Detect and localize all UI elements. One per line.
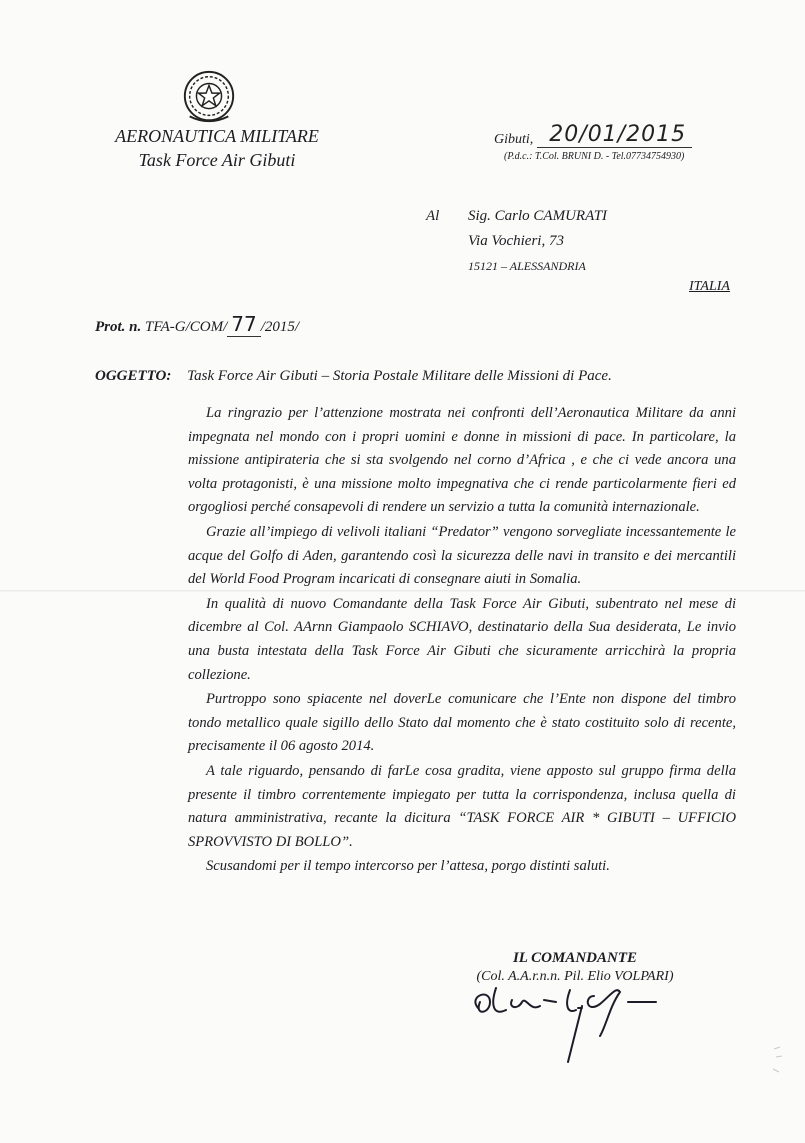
- recipient-prefix: Al: [426, 208, 440, 224]
- recipient-street: Via Vochieri, 73: [468, 233, 564, 249]
- paper-mark-icon: [770, 1045, 790, 1075]
- point-of-contact: (P.d.c.: T.Col. BRUNI D. - Tel.07734754930): [504, 151, 685, 162]
- body-paragraph: La ringrazio per l’attenzione mostrata nei confronti dell’Aeronautica Militare da anni impegnata nel mondo con i propri uomini e donne in missioni di pace. In particolare, la missione antipirateria che si sta svolgendo nel corno d’Africa , e che ci vede ancora una volta protagonisti, è una missione molto impegnativa che ci rende particolarmente fieri ed orgogliosi perché consapevoli di rendere un servizio a tutta la comunità internazionale.: [188, 405, 736, 516]
- recipient-country: ITALIA: [689, 279, 730, 294]
- body-paragraph: Purtroppo sono spiacente nel doverLe comunicare che l’Ente non dispone del timbro tondo metallico quale sigillo dello Stato dal momento che è stato costituito solo di recente, precisamente il 06 agosto 2014.: [188, 691, 736, 755]
- subject-label: OGGETTO:: [95, 368, 172, 384]
- signer-title: IL COMANDANTE: [512, 950, 638, 966]
- org-name: AERONAUTICA MILITARE: [115, 126, 319, 146]
- org-unit: Task Force Air Gibuti: [138, 150, 296, 170]
- body-paragraph: Scusandomi per il tempo intercorso per l’attesa, porgo distinti saluti.: [206, 858, 610, 875]
- handwritten-date: 20/01/2015: [537, 122, 692, 148]
- handwritten-signature-icon: [460, 966, 680, 1066]
- organization-heading: [102, 124, 332, 172]
- protocol-number: [95, 312, 299, 337]
- protocol-code: TFA-G/COM/: [145, 319, 228, 335]
- subject-text: Task Force Air Gibuti – Storia Postale Militare delle Missioni di Pace.: [187, 368, 612, 384]
- letter-body: [188, 402, 736, 879]
- protocol-handwritten-number: 77: [227, 312, 260, 337]
- date-place: Gibuti,: [494, 132, 534, 147]
- body-paragraph: Grazie all’impiego di velivoli italiani “Predator” vengono sorvegliate incessantemente le acque del Golfo di Aden, garantendo così la sicurezza delle navi in transito e dei mercantili del World Food Program incaricati di consegnare aiuti in Somalia.: [188, 523, 736, 588]
- recipient-name: Sig. Carlo CAMURATI: [468, 208, 608, 224]
- protocol-year: /2015/: [260, 319, 300, 335]
- recipient-city: 15121 – ALESSANDRIA: [468, 259, 586, 273]
- protocol-label: Prot. n.: [95, 319, 142, 335]
- body-paragraph: In qualità di nuovo Comandante della Task Force Air Gibuti, subentrato nel mese di dicembre al Col. AArnn Giampaolo SCHIAVO, destinatario della Sua desiderata, Le invio una busta intestata della Task Force Air Gibuti che sicuramente arricchirà la propria collezione.: [188, 595, 736, 683]
- date-block: [494, 122, 784, 162]
- body-paragraph: A tale riguardo, pensando di farLe cosa gradita, viene apposto sul gruppo firma della presente il timbro correntemente impiegato per tutta la corrispondenza, inclusa quella di natura amministrativa, recante la dicitura “TASK FORCE AIR * GIBUTI – UFFICIO SPROVVISTO DI BOLLO”.: [188, 762, 736, 850]
- subject-line: [95, 368, 612, 385]
- signer-name: (Col. A.A.r.n.n. Pil. Elio VOLPARI): [476, 969, 674, 984]
- italian-republic-emblem-icon: [180, 68, 238, 126]
